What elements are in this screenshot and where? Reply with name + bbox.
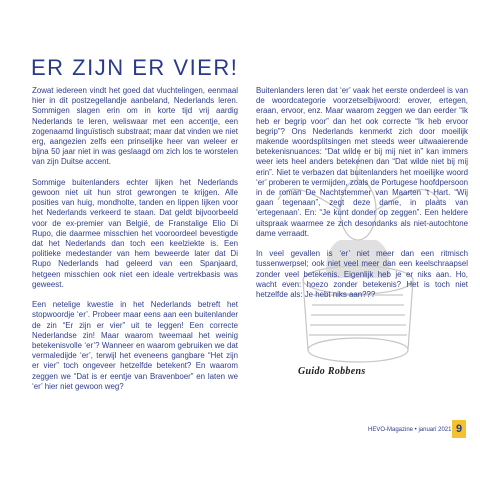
left-column bbox=[32, 86, 238, 402]
paragraph: Zowat iedereen vindt het goed dat vluchtelingen, eenmaal hier in dit postzegellandje aanbeland, Nederlands leren. Sommigen slagen erin om in korte tijd vrij aardig Nederlands te leren, weliswaar met een accentje, een zogenaamd linguïstisch substraat; maar dat vinden we niet erg, aangezien zelfs een prinselijke heer van weleer er bijna 50 jaar niet in was geslaagd om zich los te worstelen van zijn Duitse accent. bbox=[32, 86, 238, 167]
article-title: ER ZIJN ER VIER! bbox=[31, 54, 239, 80]
author-signature: Guido Robbens bbox=[298, 366, 366, 377]
paragraph: Een netelige kwestie in het Nederlands betreft het stopwoordje ‘er’. Probeer maar eens aan een buitenlander de zin “Er zijn er vier” uit te leggen! Een correcte Nederlandse zin! Maar waarom tweemaal het weinig betekenisvolle ‘er’? Wanneer en waarom gebruiken we dat vermaledijde ‘er’, terwijl het eveneens gangbare “Het zijn er vier” toch ongeveer hetzelfde betekent? En waarom zeggen we “Dat is er eentje van Bravenboer” en laten we ‘er’ hier niet gewoon weg? bbox=[32, 300, 238, 391]
right-column bbox=[256, 86, 468, 310]
paragraph: In veel gevallen is ‘er’ niet meer dan een ritmisch tussenwerpsel; ook niet veel meer dan een keelschraapsel zonder veel betekenis. Eigenlijk heb je er niks aan. Ho, wacht even: hoezo zonder betekenis? Het is toch niet hetzelfde als: Je hebt niks aan??? bbox=[256, 249, 468, 300]
footer-magazine-date: HEVO-Magazine • januari 2021 bbox=[368, 427, 452, 433]
paragraph: Sommige buitenlanders echter lijken het Nederlands gewoon niet uit hun strot gewrongen te krijgen. Alle posities van huig, mondholte, tanden en lippen lijken voor het Nederlands verkeerd te staan. Dat geldt bijvoorbeeld voor de ex-premier van België, de Franstalige Elio Di Rupo, die daarmee misschien het vooroordeel bevestigde dat het Nederlands dan toch een keelziekte is. Een politieke medestander van hem beweerde later dat Di Rupo Nederlands had geleerd van een Spanjaard, hetgeen misschien ook niet een ideale vertrekbasis was geweest. bbox=[32, 177, 238, 289]
paragraph: Buitenlanders leren dat ‘er’ vaak het eerste onderdeel is van de woordcategorie voorzetselbijwoord: erover, ertegen, eraan, ervoor, enz. Maar waarom zeggen we dan eerder “Ik heb er begrip voor” dan het ook correcte “Ik heb ervoor begrip”? Ons Nederlands kenmerkt zich door moeilijk makende woordsplitsingen met steeds weer uitwaaierende betekenisnuances: “Dat wilde er bij mij niet in” kan immers weer iets heel anders betekenen dan “Dat wilde niet bij mij erin”. Niet te verbazen dat buitenlanders het moeilijke woord ‘er’ proberen te vermijden, zoals de Portugese hoofdpersoon in de roman De Nachtstemmer van Maarten ‘t Hart. “Wij gaan tegenaan”, zegt deze dame, in plaats van ‘ertegenaan’. En: “Je kunt donder op zeggen”. Een heldere uitspraak waarmee ze zich desondanks als niet-autochtone dame verraadt. bbox=[256, 86, 468, 238]
page-number-badge: 9 bbox=[452, 420, 466, 438]
